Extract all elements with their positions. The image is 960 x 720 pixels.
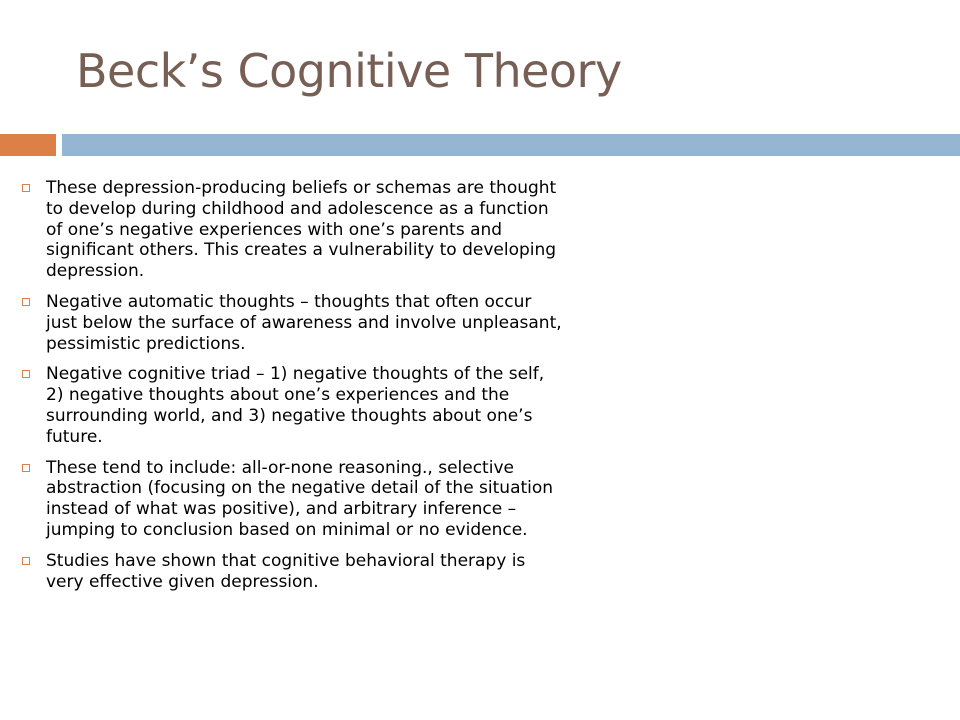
title-accent-bar bbox=[0, 134, 56, 156]
bullet-item bbox=[22, 178, 562, 282]
bullet-item bbox=[22, 551, 562, 593]
bullet-list bbox=[22, 178, 562, 602]
hollow-square-bullet-icon bbox=[22, 298, 30, 306]
hollow-square-bullet-icon bbox=[22, 370, 30, 378]
bullet-item bbox=[22, 292, 562, 354]
bullet-item bbox=[22, 458, 562, 541]
slide-title: Beck’s Cognitive Theory bbox=[76, 44, 622, 98]
title-underline-bar bbox=[62, 134, 960, 156]
hollow-square-bullet-icon bbox=[22, 184, 30, 192]
bullet-text: Studies have shown that cognitive behavioral therapy is very effective given depression. bbox=[46, 550, 526, 592]
bullet-text: Negative automatic thoughts – thoughts that often occur just below the surface of awareness and involve unpleasant, pessimistic predictions. bbox=[46, 291, 562, 354]
bullet-text: Negative cognitive triad – 1) negative thoughts of the self, 2) negative thoughts about one’s experiences and the surrounding world, and 3) negative thoughts about one’s future. bbox=[46, 364, 545, 447]
bullet-text: These depression-producing beliefs or schemas are thought to develop during childhood and adolescence as a function of one’s negative experiences with one’s parents and significant others. This creates a vulnerability to developing depression. bbox=[46, 178, 557, 282]
hollow-square-bullet-icon bbox=[22, 464, 30, 472]
hollow-square-bullet-icon bbox=[22, 557, 30, 565]
bullet-item bbox=[22, 364, 562, 447]
bullet-text: These tend to include: all-or-none reasoning., selective abstraction (focusing on the negative detail of the situation instead of what was positive), and arbitrary inference – jumping to conclusion based on minimal or no evidence. bbox=[46, 457, 554, 540]
